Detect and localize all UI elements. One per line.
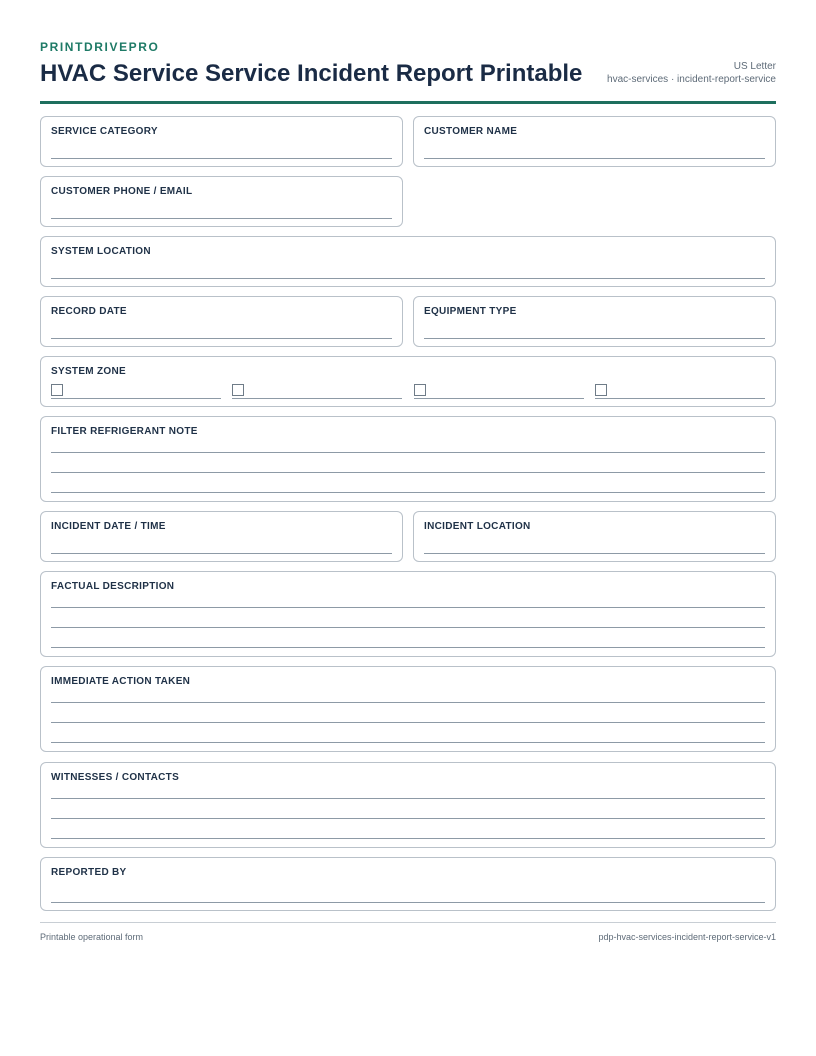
write-line[interactable]	[424, 553, 765, 554]
write-line[interactable]	[414, 398, 584, 399]
write-line[interactable]	[51, 798, 765, 799]
write-line[interactable]	[51, 607, 765, 608]
field-label: FILTER REFRIGERANT NOTE	[51, 426, 198, 437]
page-title: HVAC Service Service Incident Report Printable	[40, 60, 583, 87]
field-label: SYSTEM ZONE	[51, 366, 126, 377]
field-label: IMMEDIATE ACTION TAKEN	[51, 676, 191, 687]
equipment-type-field[interactable]	[413, 296, 776, 347]
field-label: SYSTEM LOCATION	[51, 246, 151, 257]
write-line[interactable]	[424, 158, 765, 159]
witnesses-field[interactable]	[40, 762, 776, 848]
customer-name-field[interactable]	[413, 116, 776, 167]
form-meta	[607, 60, 776, 86]
system-zone-field	[40, 356, 776, 407]
write-line[interactable]	[51, 702, 765, 703]
write-line[interactable]	[51, 218, 392, 219]
write-line[interactable]	[51, 398, 221, 399]
field-label: FACTUAL DESCRIPTION	[51, 581, 175, 592]
page-footer	[40, 922, 776, 942]
write-line[interactable]	[51, 627, 765, 628]
write-line[interactable]	[51, 818, 765, 819]
write-line[interactable]	[51, 647, 765, 648]
field-label: INCIDENT DATE / TIME	[51, 521, 166, 532]
filter-refrigerant-note-field[interactable]	[40, 416, 776, 502]
form-tags: hvac-services · incident-report-service	[607, 74, 776, 85]
field-label: CUSTOMER NAME	[424, 126, 518, 137]
incident-datetime-field[interactable]	[40, 511, 403, 562]
brand-name: PRINTDRIVEPRO	[40, 40, 160, 54]
write-line[interactable]	[51, 278, 765, 279]
factual-description-field[interactable]	[40, 571, 776, 657]
write-line[interactable]	[51, 902, 765, 903]
page-header	[40, 54, 776, 104]
field-label: REPORTED BY	[51, 867, 127, 878]
footer-note: Printable operational form	[40, 932, 144, 942]
checkbox[interactable]	[232, 384, 244, 396]
write-line[interactable]	[51, 838, 765, 839]
write-line[interactable]	[51, 158, 392, 159]
form-id: pdp-hvac-services-incident-report-service-v1	[598, 932, 776, 942]
zone-option-3[interactable]	[414, 384, 584, 400]
field-label: EQUIPMENT TYPE	[424, 306, 517, 317]
reported-by-field[interactable]	[40, 857, 776, 911]
checkbox[interactable]	[595, 384, 607, 396]
write-line[interactable]	[51, 492, 765, 493]
zone-option-2[interactable]	[232, 384, 402, 400]
field-label: RECORD DATE	[51, 306, 127, 317]
zone-option-1[interactable]	[51, 384, 221, 400]
write-line[interactable]	[51, 472, 765, 473]
write-line[interactable]	[595, 398, 765, 399]
immediate-action-field[interactable]	[40, 666, 776, 752]
field-label: WITNESSES / CONTACTS	[51, 772, 180, 783]
field-label: SERVICE CATEGORY	[51, 126, 158, 137]
write-line[interactable]	[51, 553, 392, 554]
write-line[interactable]	[51, 338, 392, 339]
field-label: INCIDENT LOCATION	[424, 521, 531, 532]
checkbox[interactable]	[414, 384, 426, 396]
checkbox[interactable]	[51, 384, 63, 396]
customer-contact-field[interactable]	[40, 176, 403, 227]
incident-location-field[interactable]	[413, 511, 776, 562]
write-line[interactable]	[51, 452, 765, 453]
field-label: CUSTOMER PHONE / EMAIL	[51, 186, 193, 197]
write-line[interactable]	[232, 398, 402, 399]
zone-option-4[interactable]	[595, 384, 765, 400]
service-category-field[interactable]	[40, 116, 403, 167]
write-line[interactable]	[51, 742, 765, 743]
write-line[interactable]	[424, 338, 765, 339]
record-date-field[interactable]	[40, 296, 403, 347]
system-location-field[interactable]	[40, 236, 776, 287]
paper-size: US Letter	[733, 61, 776, 72]
write-line[interactable]	[51, 722, 765, 723]
